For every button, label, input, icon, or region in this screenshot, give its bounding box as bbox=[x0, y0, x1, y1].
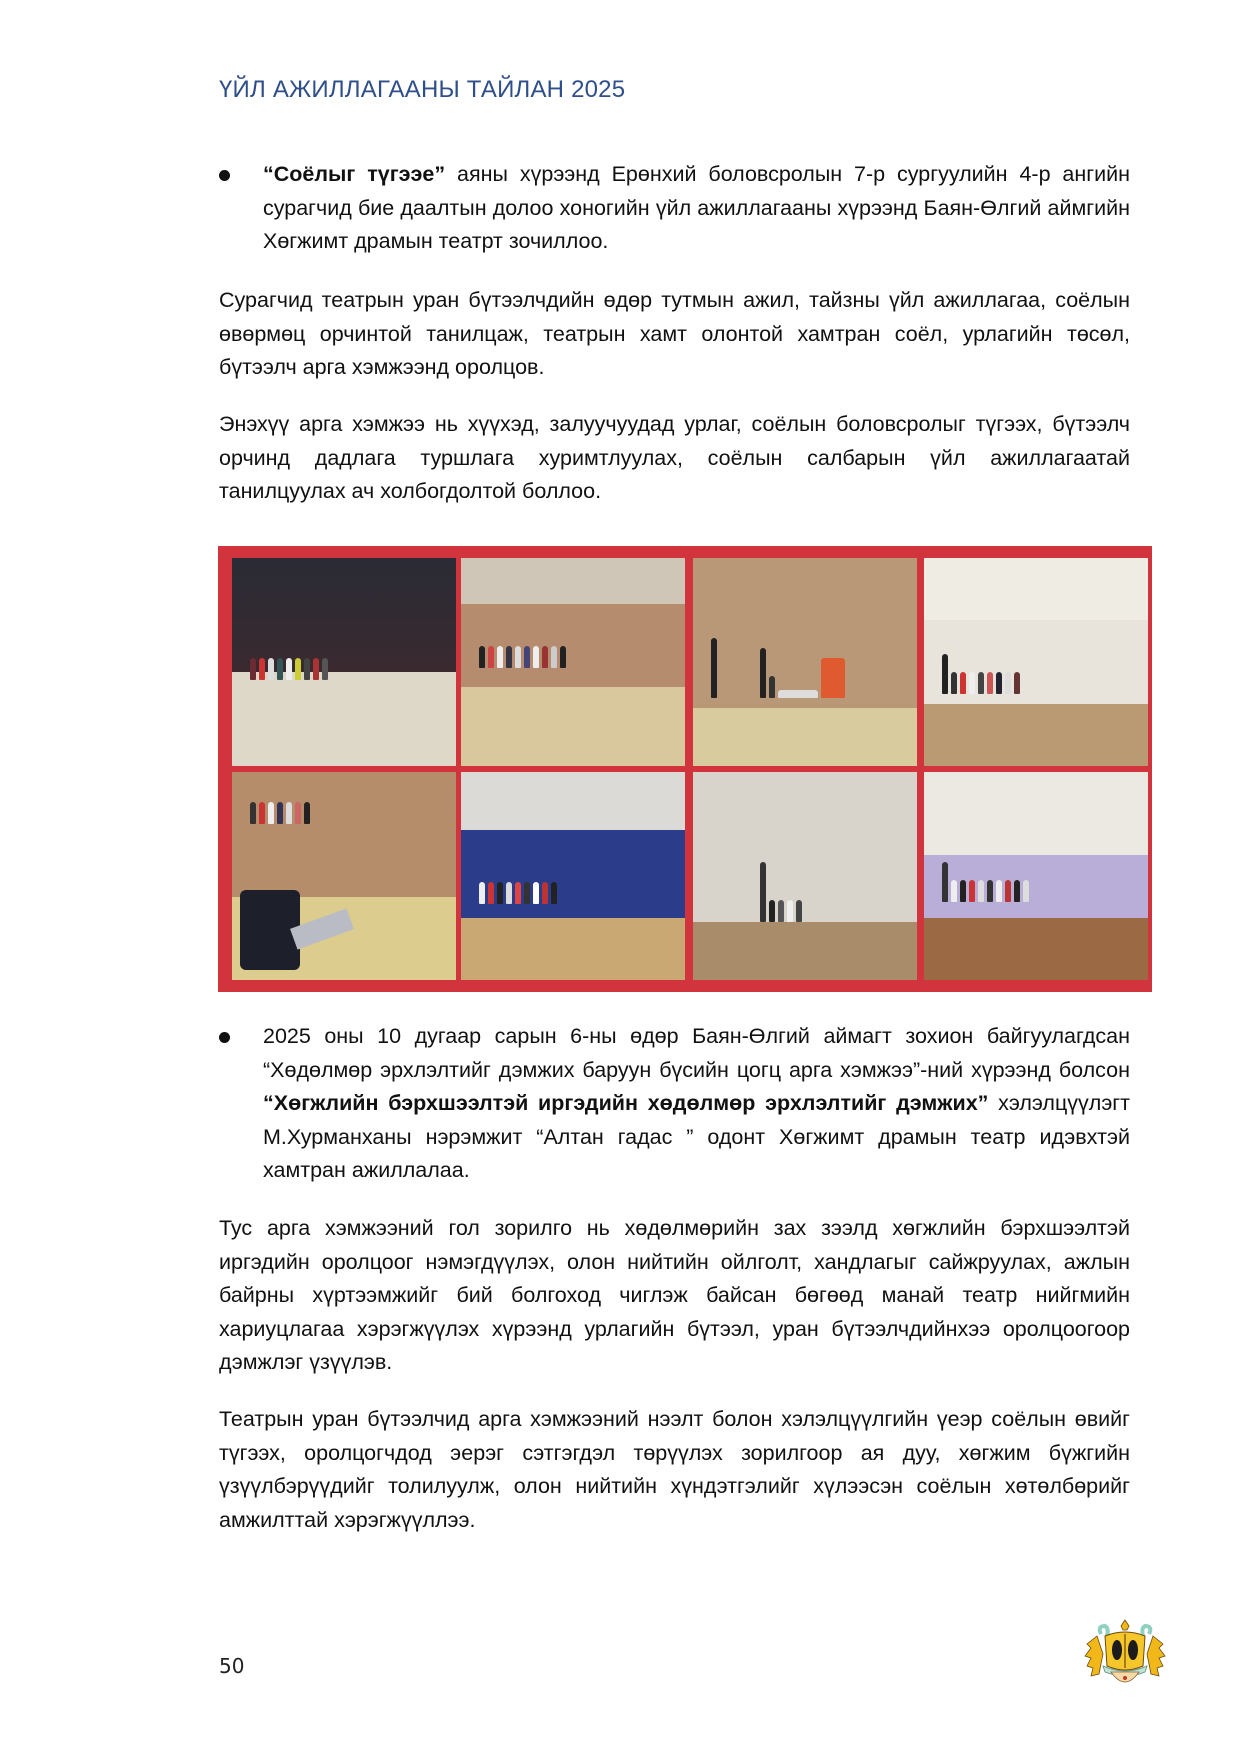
bullet-item bbox=[219, 158, 1130, 259]
photo-keyboard-player bbox=[232, 772, 456, 980]
report-header-title: ҮЙЛ АЖИЛЛАГААНЫ ТАЙЛАН 2025 bbox=[219, 76, 626, 103]
photo-rehearsal-room bbox=[461, 558, 685, 766]
theatre-emblem-logo bbox=[1083, 1614, 1167, 1698]
bullet-text: аяны хүрээнд Ерөнхий боловсролын 7-р сургуулийн 4-р ангийн сурагчид бие даалтын долоо хоногийн үйл ажиллагааны хүрээнд Баян-Өлгий аймгийн Хөгжимт драмын театрт зочиллоо. bbox=[263, 162, 1130, 253]
bullet-icon bbox=[219, 1032, 230, 1043]
section-1-bullet bbox=[219, 158, 1130, 259]
photo-lilac-room bbox=[924, 772, 1148, 980]
campaign-name: “Соёлыг түгээе” bbox=[263, 162, 446, 186]
photo-hallway-portraits bbox=[924, 558, 1148, 766]
photo-corridor bbox=[693, 772, 917, 980]
paragraph: Театрын уран бүтээлчид арга хэмжээний нээлт болон хэлэлцүүлгийн үеэр соёлын өвийг түгээх, оролцогчдод эерэг сэтгэгдэл төрүүлэх зорилгоор ая дуу, хөгжим бүжгийн үзүүлбэрүүдийг толилуулж, олон нийтийн хүндэтгэлийг хүлээсэн соёлын хөтөлбөрийг амжилттай хэрэгжүүллээ. bbox=[219, 1407, 1130, 1532]
paragraph: Энэхүү арга хэмжээ нь хүүхэд, залуучуудад урлаг, соёлын боловсролыг түгээх, бүтээлч орчинд дадлага туршлага хуримтлуулах, соёлын салбарын үйл ажиллагаатай танилцуулах ач холбогдолтой боллоо. bbox=[219, 412, 1130, 503]
photo-blue-room bbox=[461, 772, 685, 980]
bullet-item bbox=[219, 1020, 1130, 1188]
discussion-title: “Хөгжлийн бэрхшээлтэй иргэдийн хөдөлмөр эрхлэлтийг дэмжих” bbox=[263, 1091, 989, 1115]
photo-band-rehearsal bbox=[693, 558, 917, 766]
bullet-text: хэлэлцүүлэгт М.Хурманханы нэрэмжит “Алтан гадас ” одонт Хөгжимт драмын театр идэвхтэй хамтран ажиллалаа. bbox=[263, 1091, 1130, 1182]
bullet-icon bbox=[219, 170, 230, 181]
photo-theatre-hall bbox=[232, 558, 456, 766]
page-number: 50 bbox=[219, 1654, 245, 1678]
paragraph: Тус арга хэмжээний гол зорилго нь хөдөлмөрийн зах зээлд хөгжлийн бэрхшээлтэй иргэдийн оролцоог нэмэгдүүлэх, олон нийтийн ойлголт, хандлагыг сайжруулах, ажлын байрны хүртээмжийг бий болгоход чиглэж байсан бөгөөд манай театр нийгмийн хариуцлагаа хэрэгжүүлэх хүрээнд урлагийн бүтээл, уран бүтээлчдийнхээ оролцоогоор дэмжлэг үзүүлэв. bbox=[219, 1216, 1130, 1374]
bullet-text: 2025 оны 10 дугаар сарын 6-ны өдөр Баян-Өлгий аймагт зохион байгуулагдсан “Хөдөлмөр эрхлэлтийг дэмжих баруун бүсийн цогц арга хэмжээ”-ний хүрээнд болсон bbox=[263, 1024, 1130, 1082]
photo-collage bbox=[218, 546, 1152, 992]
paragraph: Сурагчид театрын уран бүтээлчдийн өдөр тутмын ажил, тайзны үйл ажиллагаа, соёлын өвөрмөц орчинтой танилцаж, театрын хамт олонтой хамтран соёл, урлагийн төсөл, бүтээлч арга хэмжээнд оролцов. bbox=[219, 288, 1130, 379]
